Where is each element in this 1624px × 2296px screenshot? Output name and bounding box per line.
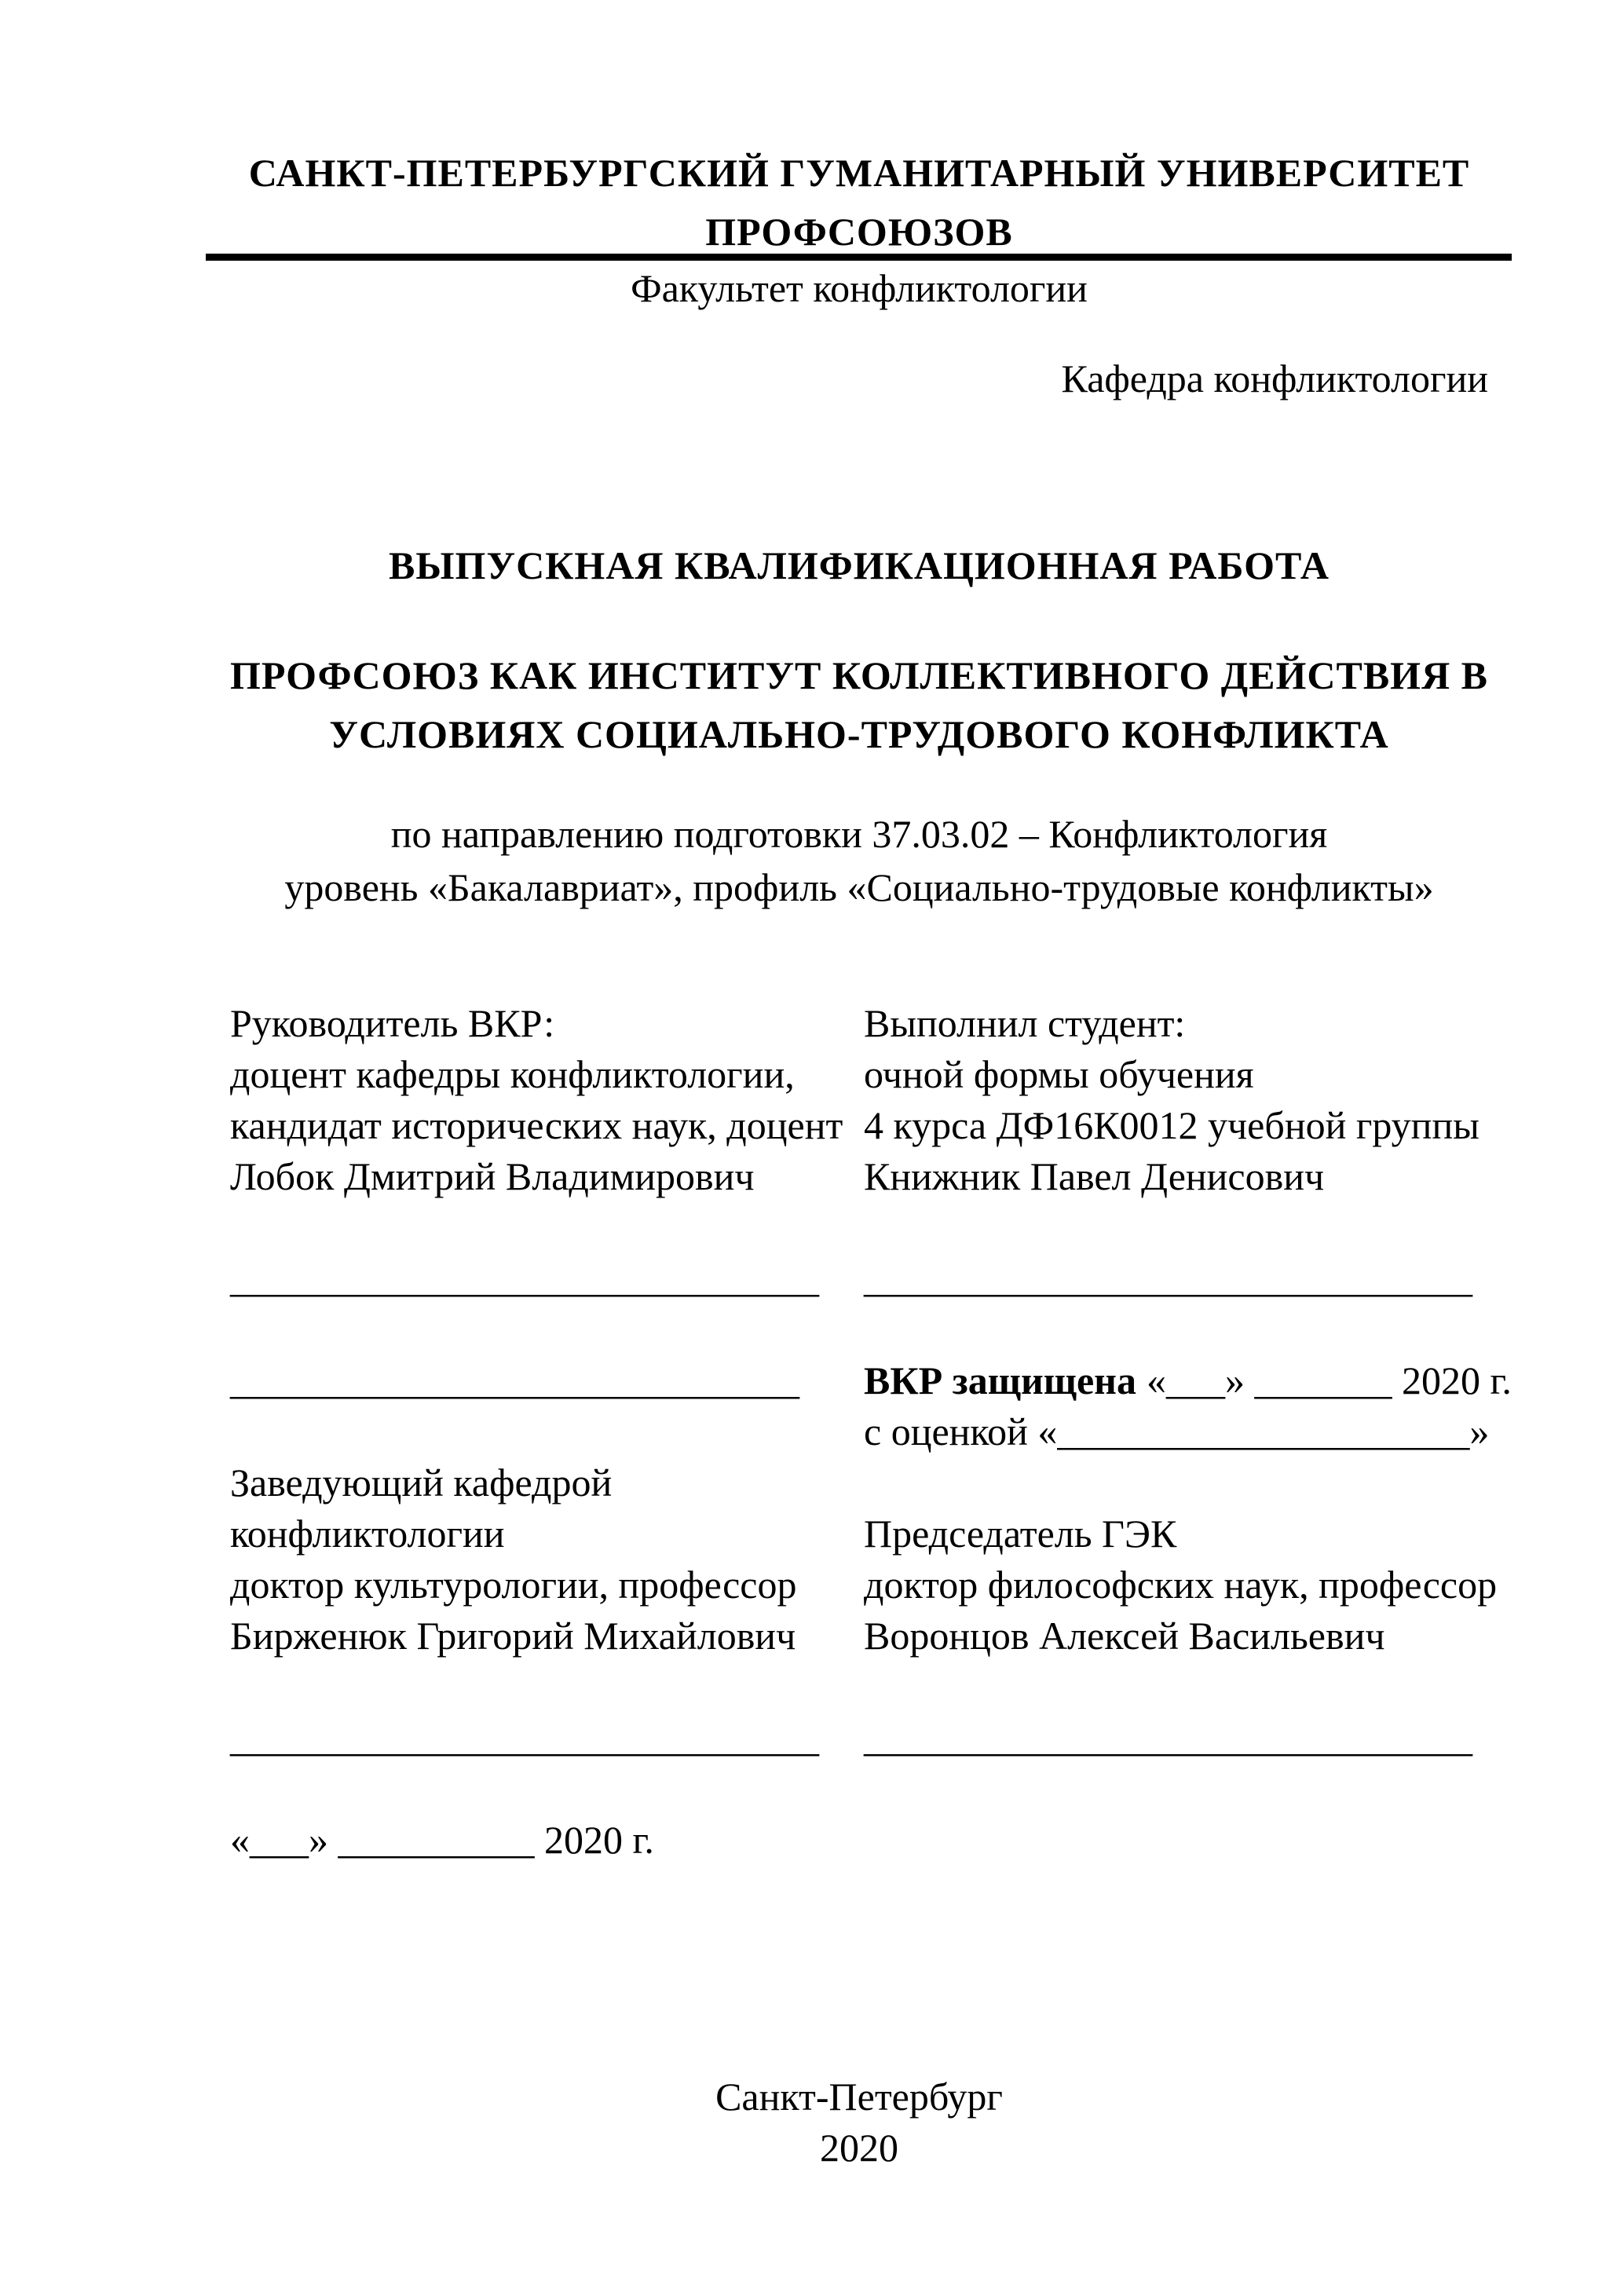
defense-date-blank: «___» _______ 2020 г.	[1146, 1358, 1512, 1402]
defense-date-line	[864, 1355, 1557, 1406]
spacer	[230, 1764, 864, 1815]
student-name: Книжник Павел Денисович	[864, 1154, 1325, 1198]
footer-year: 2020	[820, 2126, 898, 2170]
supervisor-signature-blank: ______________________________	[230, 1256, 819, 1300]
spacer	[230, 1304, 864, 1355]
spacer	[864, 1304, 1557, 1355]
thesis-title-line2: УСЛОВИЯХ СОЦИАЛЬНО-ТРУДОВОГО КОНФЛИКТА	[329, 712, 1389, 756]
left-column	[230, 998, 864, 1866]
department-head-position: доктор культурологии, профессор	[230, 1563, 797, 1607]
supervisor-heading: Руководитель ВКР:	[230, 1001, 555, 1045]
thesis-title-line1: ПРОФСОЮЗ КАК ИНСТИТУТ КОЛЛЕКТИВНОГО ДЕЙСТВИЯ В	[229, 653, 1489, 697]
university-name-line2: ПРОФСОЮЗОВ	[705, 210, 1013, 254]
program-info	[207, 807, 1512, 914]
gek-chairman-signature-blank: _______________________________	[864, 1716, 1472, 1760]
department-head-line1: Заведующий кафедрой	[230, 1461, 613, 1504]
university-name	[207, 144, 1512, 261]
header-divider-rule	[206, 254, 1512, 261]
spacer	[864, 1202, 1557, 1253]
gek-chairman-name: Воронцов Алексей Васильевич	[864, 1614, 1385, 1658]
supervisor-position-2: кандидат исторических наук, доцент	[230, 1103, 843, 1147]
spacer	[230, 1662, 864, 1713]
program-level-profile: уровень «Бакалавриат», профиль «Социально-трудовые конфликты»	[284, 865, 1434, 909]
department-head-date-blank: «___» __________ 2020 г.	[230, 1818, 654, 1862]
footer	[207, 2071, 1512, 2174]
supervisor-name: Лобок Дмитрий Владимирович	[230, 1154, 755, 1198]
signatories-section	[230, 998, 1557, 1866]
defense-label: ВКР защищена	[864, 1358, 1136, 1402]
work-type-heading: ВЫПУСКНАЯ КВАЛИФИКАЦИОННАЯ РАБОТА	[389, 543, 1330, 587]
department-name: Кафедра конфликтологии	[1061, 356, 1488, 400]
department-head-signature-blank-top: _____________________________	[230, 1358, 799, 1402]
defense-grade-blank: с оценкой «_____________________»	[864, 1409, 1490, 1453]
right-column	[864, 998, 1557, 1764]
student-group: 4 курса ДФ16К0012 учебной группы	[864, 1103, 1480, 1147]
supervisor-position-1: доцент кафедры конфликтологии,	[230, 1052, 795, 1096]
gek-chairman-position: доктор философских наук, профессор	[864, 1563, 1498, 1607]
student-study-form: очной формы обучения	[864, 1052, 1254, 1096]
gek-chairman-title: Председатель ГЭК	[864, 1512, 1177, 1556]
spacer	[864, 1662, 1557, 1713]
spacer	[230, 1406, 864, 1457]
program-direction: по направлению подготовки 37.03.02 – Конфликтология	[390, 812, 1328, 856]
department-head-line2: конфликтологии	[230, 1512, 505, 1556]
thesis-title	[207, 646, 1512, 764]
student-signature-blank: _______________________________	[864, 1256, 1472, 1300]
spacer	[864, 1457, 1557, 1508]
university-name-line1: САНКТ-ПЕТЕРБУРГСКИЙ ГУМАНИТАРНЫЙ УНИВЕРСИТЕТ	[248, 151, 1470, 195]
footer-city: Санкт-Петербург	[715, 2075, 1003, 2119]
department-head-signature-blank-bottom: ______________________________	[230, 1716, 819, 1760]
department-head-name: Бирженюк Григорий Михайлович	[230, 1614, 796, 1658]
spacer	[230, 1202, 864, 1253]
faculty-name: Факультет конфликтологии	[631, 266, 1088, 310]
student-heading: Выполнил студент:	[864, 1001, 1186, 1045]
